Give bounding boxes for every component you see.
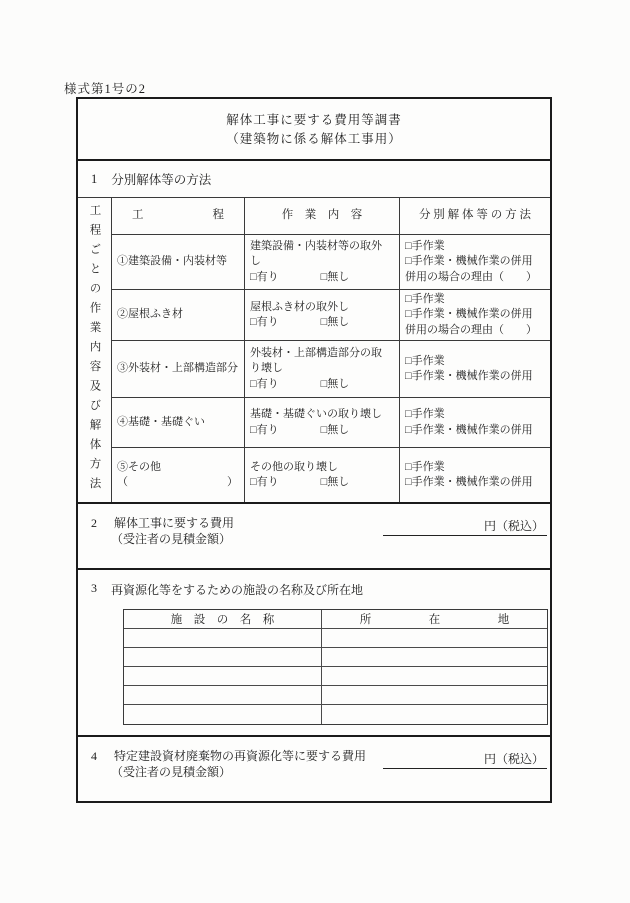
method-option-combined[interactable]: □手作業・機械作業の併用 [405,255,533,268]
facility-name-cell[interactable] [124,667,322,685]
facility-name-cell[interactable] [124,629,322,647]
section2-title: 解体工事に要する費用 [114,516,235,530]
checkbox-option-none[interactable]: □無し [320,423,350,436]
demolition-cost-field[interactable] [383,518,547,536]
checkbox-option-available[interactable]: □有り [250,270,279,283]
section3-title: 再資源化等をするための施設の名称及び所在地 [111,583,364,597]
process-name-line2: （ ） [117,476,238,488]
work-cell [245,235,400,290]
facility-row [124,667,547,686]
method-option-manual[interactable]: □手作業 [405,240,445,253]
recycling-cost-field[interactable] [383,751,547,769]
method-option-manual[interactable]: □手作業 [405,460,445,473]
work-options [250,270,395,285]
checkbox-option-none[interactable]: □無し [320,377,350,390]
facility-row [124,686,547,705]
method-cell [400,448,550,502]
process-cell [112,235,245,290]
facility-location-cell[interactable] [322,648,547,666]
method-reason[interactable]: 併用の場合の理由（ ） [405,323,537,336]
work-cell [245,448,400,502]
method-cell [400,235,550,290]
method-cell [400,398,550,448]
section4-title: 特定建設資材廃棄物の再資源化等に要する費用 [114,749,367,763]
work-desc-line2: し [250,255,261,268]
facility-row [124,629,547,648]
checkbox-option-none[interactable]: □無し [320,270,350,283]
facility-name-cell[interactable] [124,686,322,704]
currency-unit-label: 円（税込） [483,519,544,533]
work-desc: その他の取り壊し [250,460,338,473]
facility-location-cell[interactable] [322,686,547,704]
checkbox-option-available[interactable]: □有り [250,476,279,488]
process-name: ⑤その他 [117,460,161,473]
work-desc: 建築設備・内装材等の取外 [250,240,382,253]
title-block [78,99,550,161]
method-option-manual[interactable]: □手作業 [405,354,445,367]
currency-unit-label: 円（税込） [483,752,544,766]
work-cell [245,290,400,341]
section4-number: 4 [91,749,97,763]
section1-title: 分別解体等の方法 [111,173,212,187]
facility-row [124,705,547,724]
process-name: ①建築設備・内装材等 [117,255,227,268]
section2 [78,502,550,568]
work-desc-line2: り壊し [250,362,283,375]
form-number-label: 様式第1号の2 [64,82,147,96]
process-table [78,198,550,502]
checkbox-option-available[interactable]: □有り [250,316,279,328]
work-options [250,475,395,490]
facilities-header-row [124,610,547,629]
form-box [76,97,552,803]
work-desc: 外装材・上部構造部分の取 [250,347,382,360]
section1-heading [78,161,550,198]
checkbox-option-available[interactable]: □有り [250,423,279,436]
process-name: ②屋根ふき材 [117,308,183,321]
section4 [78,735,550,801]
checkbox-option-available[interactable]: □有り [250,377,279,390]
work-options [250,315,395,330]
facilities-table [123,609,548,725]
method-option-combined[interactable]: □手作業・機械作業の併用 [405,370,533,382]
section1-number: 1 [91,171,98,186]
header-work: 作 業 内 容 [245,198,400,235]
method-cell [400,341,550,398]
form-title: 解体工事に要する費用等調書 [226,113,402,127]
facility-location-cell[interactable] [322,667,547,685]
header-method: 分 別 解 体 等 の 方 法 [400,198,550,235]
process-name: ④基礎・基礎ぐい [117,415,205,428]
section3-heading [78,570,550,598]
work-options [250,377,395,392]
facility-row [124,648,547,667]
header-process: 工 程 [112,198,245,235]
process-grid [112,198,550,502]
process-cell [112,398,245,448]
work-options [250,423,395,438]
facility-location-header: 所 在 地 [359,614,510,626]
work-cell [245,341,400,398]
process-name: ③外装材・上部構造部分 [117,362,238,375]
checkbox-option-none[interactable]: □無し [320,316,350,328]
method-option-manual[interactable]: □手作業 [405,408,445,421]
section2-number: 2 [91,516,97,530]
method-option-manual[interactable]: □手作業 [405,293,445,306]
section3 [78,568,550,735]
facility-name-cell[interactable] [124,705,322,724]
facility-location-cell[interactable] [322,629,547,647]
method-cell [400,290,550,341]
side-label: 工程ごとの作業内容及び解体方法 [88,203,101,497]
facility-name-header: 施 設 の 名 称 [124,610,322,628]
section2-note: （受注者の見積金額） [111,532,232,546]
process-cell [112,290,245,341]
work-desc: 基礎・基礎ぐいの取り壊し [250,408,382,421]
side-label-column [78,198,112,502]
work-cell [245,398,400,448]
checkbox-option-none[interactable]: □無し [320,476,350,488]
method-option-combined[interactable]: □手作業・機械作業の併用 [405,423,533,436]
facility-name-cell[interactable] [124,648,322,666]
process-cell [112,448,245,502]
facility-location-cell[interactable] [322,705,547,724]
method-option-combined[interactable]: □手作業・機械作業の併用 [405,308,533,321]
method-option-combined[interactable]: □手作業・機械作業の併用 [405,476,533,488]
process-cell [112,341,245,398]
section3-number: 3 [91,581,97,595]
section4-note: （受注者の見積金額） [111,765,232,779]
form-subtitle: （建築物に係る解体工事用） [226,132,402,146]
method-reason[interactable]: 併用の場合の理由（ ） [405,270,537,283]
work-desc: 屋根ふき材の取外し [250,300,349,313]
